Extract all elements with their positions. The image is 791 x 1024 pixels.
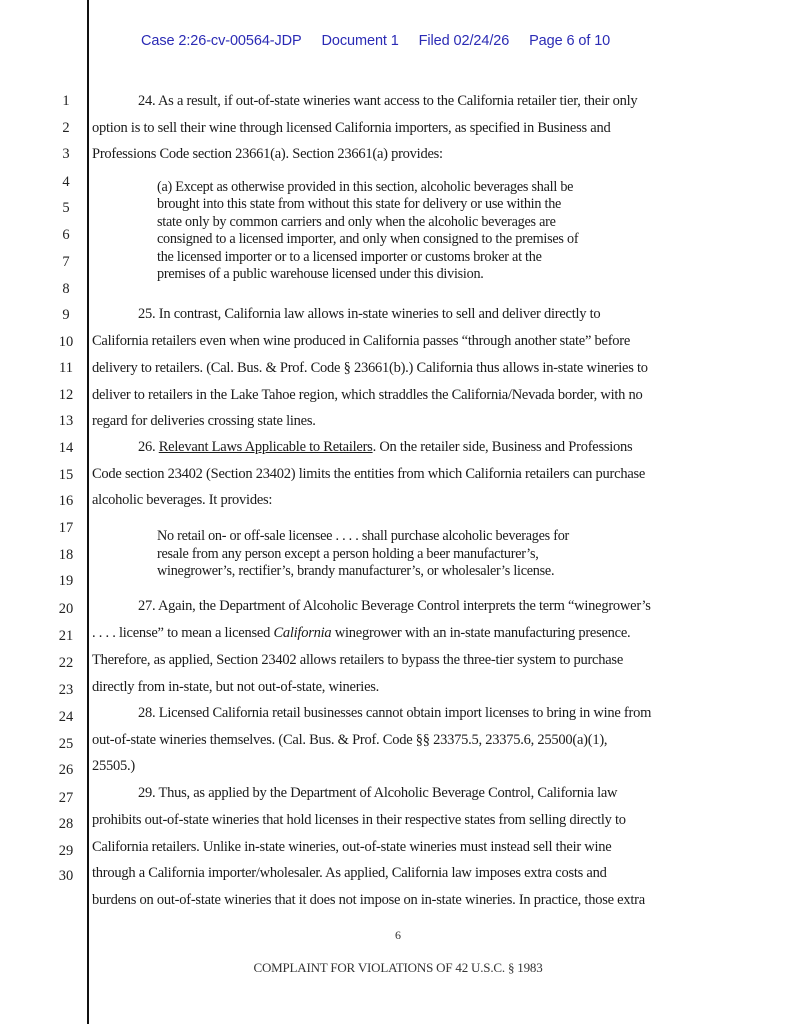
- footer-page-number: [0, 928, 791, 943]
- line-number: 28: [58, 816, 74, 832]
- block-quote-line: the licensed importer or to a licensed importer or customs broker at the: [157, 249, 542, 265]
- block-quote-line: premises of a public warehouse licensed under this division.: [157, 266, 484, 282]
- paragraph-24-line: Professions Code section 23661(a). Section 23661(a) provides:: [92, 146, 443, 162]
- paragraph-24-line: 24. As a result, if out-of-state wineries want access to the California retailer tier, their only: [138, 93, 638, 109]
- line-number: 24: [58, 709, 74, 725]
- paragraph-28-line: 25505.): [92, 758, 135, 774]
- line-number: 8: [62, 281, 70, 297]
- line-number: 3: [62, 146, 70, 162]
- line-number: 14: [58, 440, 74, 456]
- line-number: 25: [58, 736, 74, 752]
- paragraph-27-line: [92, 624, 630, 642]
- line-number: 10: [58, 334, 74, 350]
- paragraph-29-line: 29. Thus, as applied by the Department of Alcoholic Beverage Control, California law: [138, 785, 618, 801]
- line-number: 20: [58, 601, 74, 617]
- paragraph-28-line: out-of-state wineries themselves. (Cal. Bus. & Prof. Code §§ 23375.5, 23375.6, 25500(a)(1),: [92, 732, 608, 748]
- block-quote-line: state only by common carriers and only when the alcoholic beverages are: [157, 214, 556, 230]
- paragraph-29-line: prohibits out-of-state wineries that hold licenses in their respective states from selling directly to: [92, 812, 626, 828]
- paragraph-text: . . . . license” to mean a licensed: [92, 625, 274, 641]
- document-number: Document 1: [321, 33, 399, 49]
- paragraph-25-line: California retailers even when wine produced in California passes “through another state” before: [92, 333, 631, 349]
- line-number: 7: [62, 254, 70, 270]
- case-header: [141, 33, 610, 49]
- paragraph-25-line: 25. In contrast, California law allows in-state wineries to sell and deliver directly to: [138, 306, 601, 322]
- paragraph-25-line: regard for deliveries crossing state lines.: [92, 413, 316, 429]
- block-quote-line: brought into this state from without this state for delivery or use within the: [157, 196, 562, 212]
- left-margin-rule: [87, 0, 89, 1024]
- line-number: 6: [62, 227, 70, 243]
- line-number: 12: [58, 387, 74, 403]
- line-number: 22: [58, 655, 74, 671]
- line-number: 19: [58, 573, 74, 589]
- line-number: 4: [62, 174, 70, 190]
- case-number: Case 2:26-cv-00564-JDP: [141, 33, 302, 49]
- block-quote-line: resale from any person except a person holding a beer manufacturer’s,: [157, 546, 539, 562]
- line-number: 5: [62, 200, 70, 216]
- line-number: 18: [58, 547, 74, 563]
- line-number: 21: [58, 628, 74, 644]
- page-number-text: 6: [395, 928, 401, 942]
- line-number: 27: [58, 790, 74, 806]
- section-heading: Relevant Laws Applicable to Retailers: [158, 439, 373, 455]
- block-quote-line: consigned to a licensed importer, and only when consigned to the premises of: [157, 231, 579, 247]
- paragraph-27-line: Therefore, as applied, Section 23402 allows retailers to bypass the three-tier system to purchase: [92, 652, 624, 668]
- paragraph-26-line: Code section 23402 (Section 23402) limits the entities from which California retailers can purchase: [92, 466, 646, 482]
- paragraph-text: winegrower with an in-state manufacturing presence.: [331, 625, 631, 641]
- footer-document-title: [0, 960, 791, 976]
- paragraph-number: 26.: [138, 439, 159, 455]
- document-title-text: COMPLAINT FOR VIOLATIONS OF 42 U.S.C. § 1983: [253, 960, 543, 975]
- line-number: 1: [62, 93, 70, 109]
- paragraph-text: . On the retailer side, Business and Professions: [372, 439, 633, 455]
- paragraph-29-line: California retailers. Unlike in-state wineries, out-of-state wineries must instead sell their wine: [92, 839, 612, 855]
- line-number: 9: [62, 307, 70, 323]
- paragraph-29-line: burdens on out-of-state wineries that it does not impose on in-state wineries. In practice, those extra: [92, 892, 645, 908]
- emphasis-text: California: [273, 625, 332, 641]
- block-quote-line: winegrower’s, rectifier’s, brandy manufacturer’s, or wholesaler’s license.: [157, 563, 555, 579]
- paragraph-25-line: deliver to retailers in the Lake Tahoe region, which straddles the California/Nevada border, with no: [92, 387, 643, 403]
- page-indicator: Page 6 of 10: [529, 33, 611, 49]
- line-number: 29: [58, 843, 74, 859]
- paragraph-25-line: delivery to retailers. (Cal. Bus. & Prof. Code § 23661(b).) California thus allows in-state wineries to: [92, 360, 648, 376]
- line-number: 13: [58, 413, 74, 429]
- paragraph-26-line: [138, 438, 632, 456]
- line-number: 23: [58, 682, 74, 698]
- paragraph-26-line: alcoholic beverages. It provides:: [92, 492, 273, 508]
- paragraph-28-line: 28. Licensed California retail businesses cannot obtain import licenses to bring in wine from: [138, 705, 652, 721]
- paragraph-24-line: option is to sell their wine through licensed California importers, as specified in Business and: [92, 120, 611, 136]
- paragraph-29-line: through a California importer/wholesaler. As applied, California law imposes extra costs and: [92, 865, 607, 881]
- line-number: 11: [59, 360, 73, 376]
- block-quote-line: No retail on- or off-sale licensee . . . . shall purchase alcoholic beverages for: [157, 528, 570, 544]
- line-number: 15: [58, 467, 74, 483]
- filed-date: Filed 02/24/26: [418, 33, 510, 49]
- line-number: 17: [58, 520, 74, 536]
- paragraph-27-line: 27. Again, the Department of Alcoholic Beverage Control interprets the term “winegrower’s: [138, 598, 651, 614]
- block-quote-line: (a) Except as otherwise provided in this section, alcoholic beverages shall be: [157, 179, 574, 195]
- line-number: 2: [62, 120, 70, 136]
- line-number: 16: [58, 493, 74, 509]
- paragraph-27-line: directly from in-state, but not out-of-state, wineries.: [92, 679, 380, 695]
- line-number: 30: [58, 868, 74, 884]
- line-number: 26: [58, 762, 74, 778]
